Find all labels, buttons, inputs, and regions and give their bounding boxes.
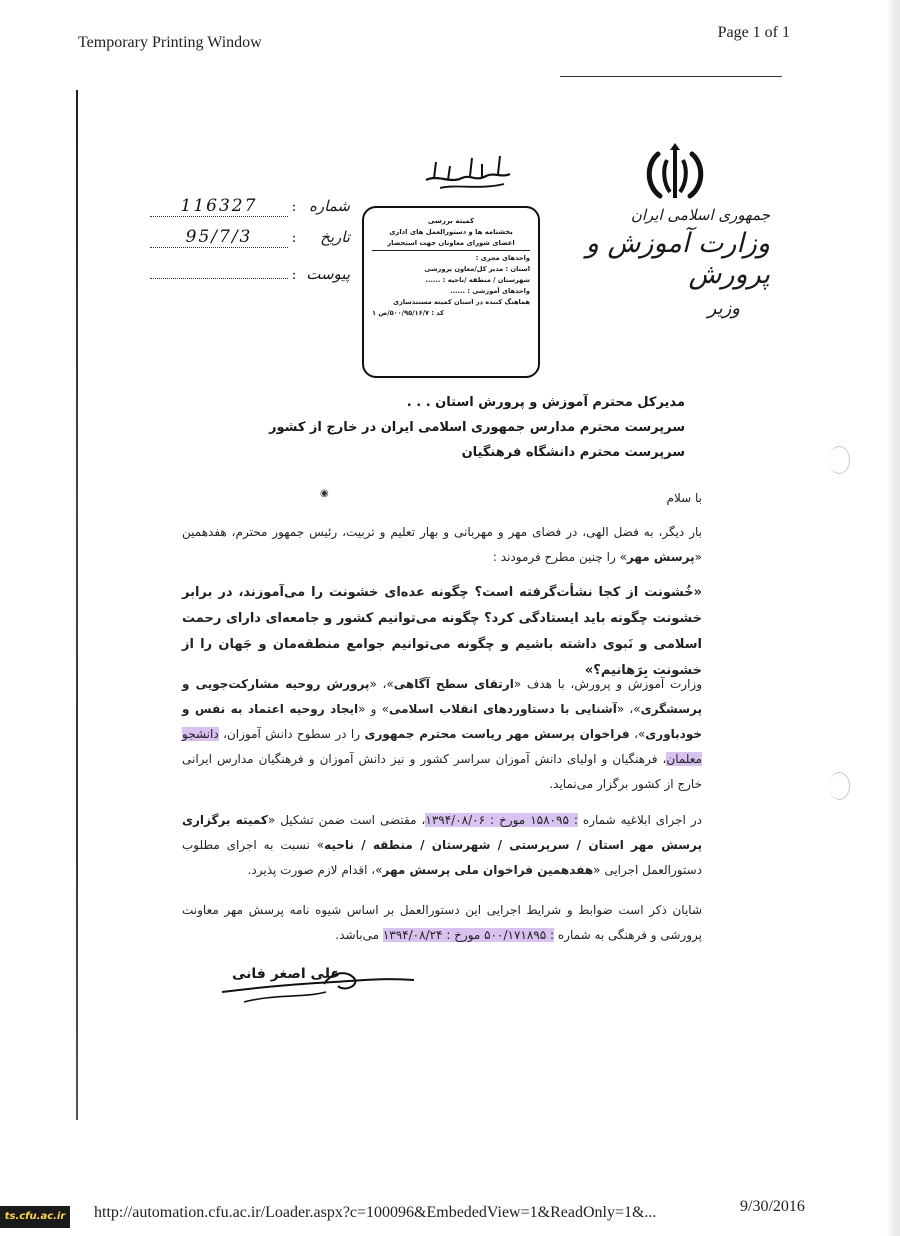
paragraph-4: شایان ذکر است ضوابط و شرایط اجرایی این دستورالعمل بر اساس شیوه نامه پرسش مهر معاونت پرورشی و فرهنگی به شماره : ۵۰۰/۱۷۱۸۹۵ مورخ : ۱۳۹۴/۰۸/۲۴ می‌باشد. (182, 903, 702, 942)
stamp-line: شهرستان / منطقه /ناحیه : ...... (425, 276, 530, 284)
page-indicator: Page 1 of 1 (717, 24, 790, 41)
addressee: مدیرکل محترم آموزش و پرورش استان . . . (406, 395, 685, 410)
republic-name: جمهوری اسلامی ایران (630, 206, 770, 224)
basmala-text: باسمه تعالی (468, 192, 474, 193)
page-url: http://automation.cfu.ac.ir/Loader.aspx?c=100096&EmbededView=1&ReadOnly=1&... (94, 1204, 657, 1221)
paragraph-3: در اجرای ابلاغیه شماره : ۱۵۸۰۹۵ مورخ : ۱۳۹۴/۰۸/۰۶، مقتضی است ضمن تشکیل «کمیته برگزاری پرسش مهر استان / سرپرستی / شهرستان / منطقه / ناحیه» نسبت به اجرای مطلوب دستورالعمل اجرایی «هفدهمین فراخوان ملی پرسش مهر»، اقدام لازم صورت پذیرد. (182, 813, 702, 877)
iran-emblem-icon (640, 140, 710, 210)
addressee-list (225, 390, 685, 465)
stamp-line: واحدهای مجری : (475, 254, 530, 262)
right-edge-shadow (886, 0, 900, 1236)
paragraph-2: وزارت آموزش و پرورش، با هدف «ارتقای سطح آگاهی»، «پرورش روحیه مشارکت‌جویی و پرسشگری»، «آشنایی با دستاوردهای انقلاب اسلامی» و «ایجاد روحیه اعتماد به نفس و خودباوری»، فراخوان پرسش مهر ریاست محترم جمهوری را در سطوح دانش آموزان، دانشجو معلمان، فرهنگیان و اولیای دانش آموزان سراسر کشور و نیز دانش آموزان و فرهنگیان مدارس ایرانی خارج از کشور برگزار می‌نماید. (182, 677, 703, 791)
stamp-line: استان : مدیر کل/معاون پرورشی (424, 265, 530, 273)
dot-mark: ◉ (320, 488, 329, 499)
print-date: 9/30/2016 (740, 1198, 805, 1215)
stamp-code: کد : ۵۰۰/۹۵/۱۶/۷/ص ۱ (372, 309, 444, 317)
basmala-calligraphy (420, 148, 516, 194)
date-value: 95/7/3 (150, 227, 288, 248)
date-row: تاریخ : 95/7/3 (150, 227, 350, 258)
punch-hole-mark (829, 772, 850, 800)
signer-name: علی اصغر فانی (232, 966, 340, 982)
addressee: سرپرست محترم دانشگاه فرهنگیان (461, 445, 685, 460)
number-row: شماره : 116327 (150, 196, 350, 227)
attachment-row: پیوست : (150, 258, 350, 289)
stamp-title: کمیته بررسی (427, 217, 475, 225)
attachment-label: پیوست (306, 265, 350, 283)
stamp-line: واحدهای آموزشی : ...... (450, 287, 530, 295)
stamp-subtitle-2: اعضای شورای معاونان جهت استحضار (372, 238, 530, 251)
print-window-title: Temporary Printing Window (78, 34, 262, 51)
punch-hole-mark (829, 446, 850, 474)
left-margin-line (76, 90, 78, 1120)
number-label: شماره (309, 197, 350, 215)
stamp-subtitle: بخشنامه ها و دستورالعمل های اداری (389, 228, 513, 236)
number-value: 116327 (150, 196, 288, 217)
greeting: با سلام (666, 491, 702, 505)
site-watermark-logo: ts.cfu.ac.ir (0, 1206, 70, 1228)
ministry-name: وزارت آموزش و پرورش (585, 228, 770, 290)
addressee: سرپرست محترم مدارس جمهوری اسلامی ایران در خارج از کشور (268, 420, 685, 435)
review-stamp (362, 206, 540, 378)
letter-fields (150, 196, 350, 289)
stamp-line: هماهنگ کننده در استان کمیته مستندسازی (392, 298, 530, 306)
top-rule (560, 76, 782, 77)
paragraph-1: بار دیگر، به فضل الهی، در فضای مهر و مهربانی و بهار تعلیم و تربیت، رئیس جمهور محترم، هفدهمین «پرسش مهر» را چنین مطرح فرمودند : (182, 525, 702, 564)
president-quote: «خُشونت از کجا نشأت‌گرفته است؟ چگونه عده‌ای خشونت را می‌آموزند، در برابر خشونت چگونه باید ایستادگی کرد؟ چگونه می‌توانیم کشور و جامعه‌ای دارای رحمت اسلامی و نَبوی داشته باشیم و چگونه می‌توانیم جوامع منطقه‌مان و جَهان را از خشونت بِرَهانیم؟» (182, 585, 702, 678)
letterhead (530, 206, 770, 319)
date-label: تاریخ (320, 228, 350, 246)
office-name: وزیر (707, 298, 740, 319)
attachment-value (150, 258, 288, 279)
